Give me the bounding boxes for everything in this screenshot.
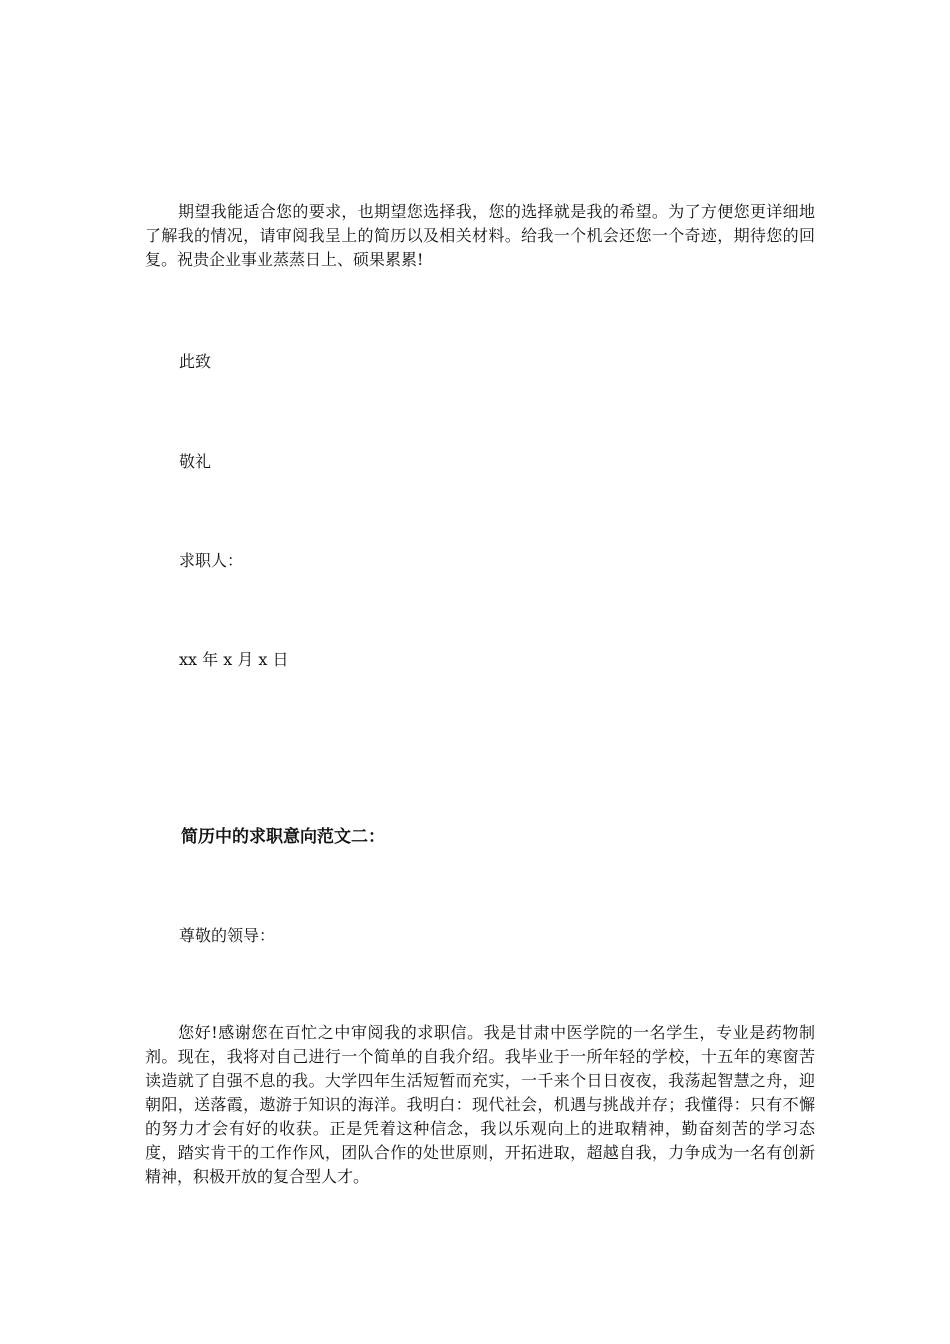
salutation-cizhi: 此致 [179, 352, 212, 371]
body-paragraph: 您好!感谢您在百忙之中审阅我的求职信。我是甘肃中医学院的一名学生，专业是药物制剂。现在，我将对自己进行一个简单的自我介绍。我毕业于一所年轻的学校，十五年的寒窗苦读造就了自强不息的我。大学四年生活短暂而充实，一千来个日日夜夜，我荡起智慧之舟，迎朝阳，送落霞，遨游于知识的海洋。我明白：现代社会，机遇与挑战并存；我懂得：只有不懈的努力才会有好的收获。正是凭着这种信念，我以乐观向上的进取精神，勤奋刻苦的学习态度，踏实肯干的工作作风，团队合作的处世原则，开拓进取，超越自我，力争成为一名有创新精神，积极开放的复合型人才。 [145, 1023, 815, 1186]
salutation-jingli: 敬礼 [179, 452, 212, 471]
letter-date: xx 年 x 月 x 日 [179, 650, 289, 669]
closing-paragraph: 期望我能适合您的要求，也期望您选择我，您的选择就是我的希望。为了方便您更详细地了解我的情况，请审阅我呈上的简历以及相关材料。给我一个机会还您一个奇迹，期待您的回复。祝贵企业事业蒸蒸日上、硕果累累! [145, 202, 815, 269]
applicant-label: 求职人： [179, 551, 244, 570]
greeting: 尊敬的领导： [179, 926, 276, 945]
section-heading: 简历中的求职意向范文二： [181, 827, 385, 847]
